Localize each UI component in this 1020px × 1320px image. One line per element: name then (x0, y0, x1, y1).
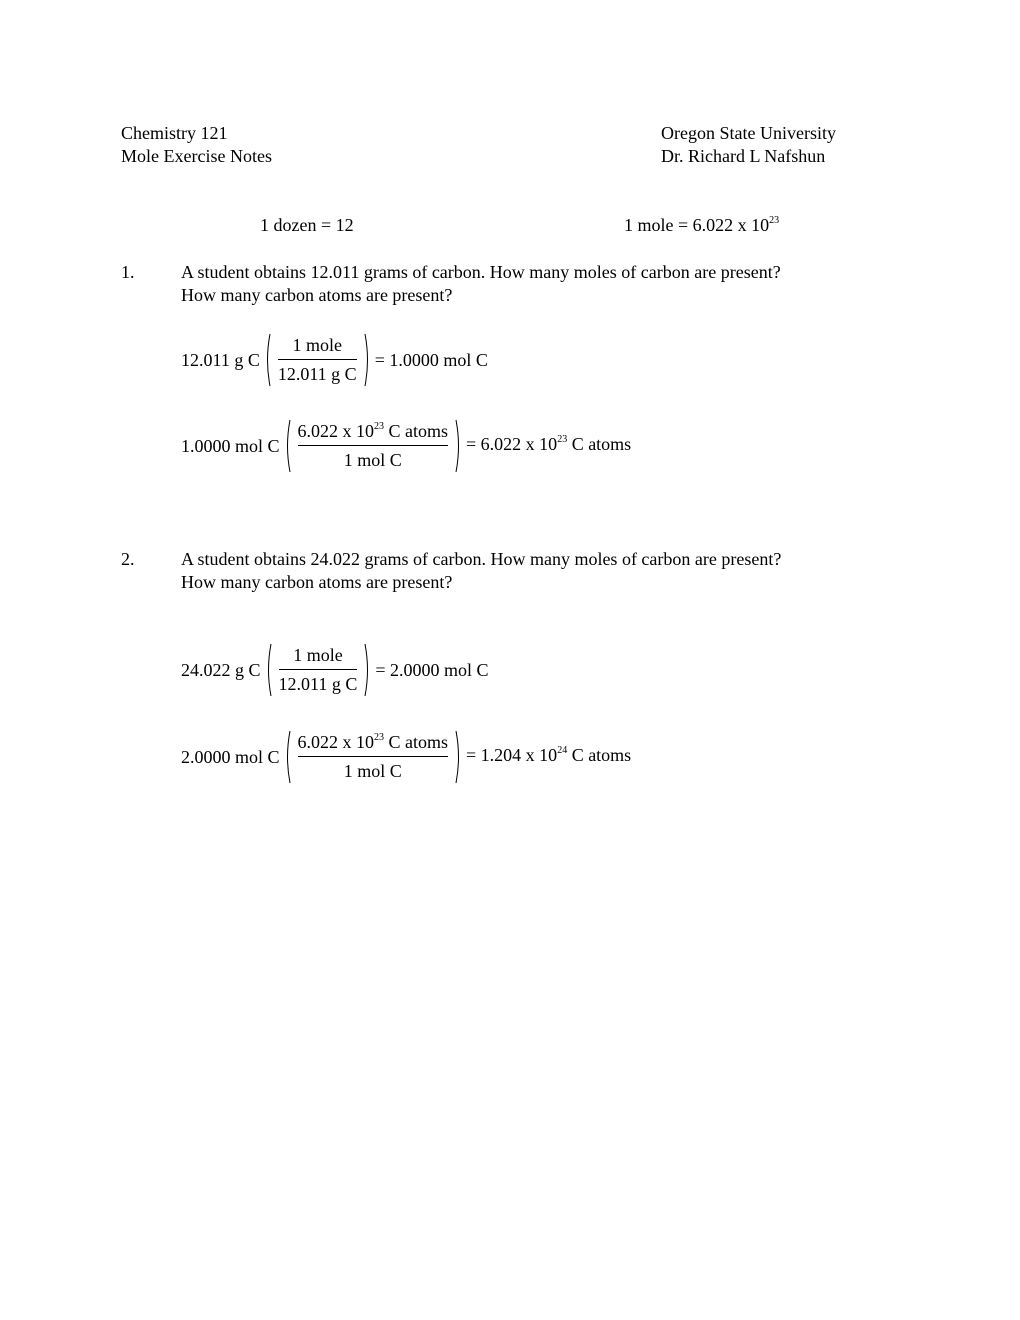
topic-title: Mole Exercise Notes (121, 146, 272, 166)
problem-1-question (181, 261, 881, 307)
fraction-bar (279, 669, 358, 670)
instructor-name: Dr. Richard L Nafshun (661, 146, 826, 166)
university-name: Oregon State University (661, 123, 836, 143)
fraction-numerator: 6.022 x $10^{23}$ C atoms (297, 732, 449, 752)
equation-result: = 2.0000 mol C (375, 659, 489, 680)
fraction (291, 731, 456, 783)
equation-result: = 1.204 x $10^{24}$ C atoms (466, 745, 632, 765)
equation-lead: 1.0000 mol C (181, 435, 280, 456)
right-paren-icon (455, 419, 462, 473)
equation-lead: 12.011 g C (181, 349, 260, 370)
equation-result: = 6.022 x $10^{23}$ C atoms (466, 434, 632, 454)
problem-2-line-1: A student obtains 24.022 grams of carbon. How many moles of carbon are present? (181, 549, 782, 569)
conversion-factor (284, 419, 463, 473)
left-paren-icon (265, 643, 272, 697)
fraction-bar (298, 756, 449, 757)
problem-2-moles-equation (181, 640, 489, 700)
left-paren-icon (284, 419, 291, 473)
problem-1-number: 1. (121, 262, 135, 282)
problem-2-atoms-equation (181, 727, 631, 787)
fraction (272, 644, 365, 696)
equation-lead: 24.022 g C (181, 659, 261, 680)
fraction-bar (298, 445, 449, 446)
problem-2-line-2: How many carbon atoms are present? (181, 572, 453, 592)
fraction-denominator: 12.011 g C (278, 674, 358, 694)
mole-exponent: 23 (769, 215, 780, 226)
right-paren-icon (364, 333, 371, 387)
equation-result: = 1.0000 mol C (374, 349, 488, 370)
problem-1-line-1: A student obtains 12.011 grams of carbon. How many moles of carbon are present? (181, 262, 781, 282)
right-paren-icon (364, 643, 371, 697)
fraction-denominator: 1 mol C (343, 450, 402, 470)
conversion-factor (264, 333, 371, 387)
problem-2-number: 2. (121, 549, 135, 569)
problem-1-line-2: How many carbon atoms are present? (181, 285, 453, 305)
fraction-numerator: 6.022 x $10^{23}$ C atoms (297, 421, 449, 441)
problem-1-atoms-equation (181, 416, 631, 476)
fraction-denominator: 1 mol C (343, 761, 402, 781)
mole-definition: 1 mole = 6.022 x $10^{23}$ (624, 215, 780, 235)
fraction-numerator: 1 mole (293, 645, 343, 665)
conversion-factor (284, 730, 463, 784)
fraction (291, 420, 456, 472)
dozen-definition: 1 dozen = 12 (260, 215, 354, 235)
fraction (271, 334, 364, 386)
equation-lead: 2.0000 mol C (181, 746, 280, 767)
left-paren-icon (264, 333, 271, 387)
conversion-factor (265, 643, 372, 697)
fraction-denominator: 12.011 g C (277, 364, 357, 384)
problem-2-question (181, 548, 881, 594)
left-paren-icon (284, 730, 291, 784)
course-title: Chemistry 121 (121, 123, 228, 143)
fraction-numerator: 1 mole (292, 335, 343, 355)
right-paren-icon (455, 730, 462, 784)
problem-1-moles-equation (181, 330, 488, 390)
fraction-bar (278, 359, 357, 360)
